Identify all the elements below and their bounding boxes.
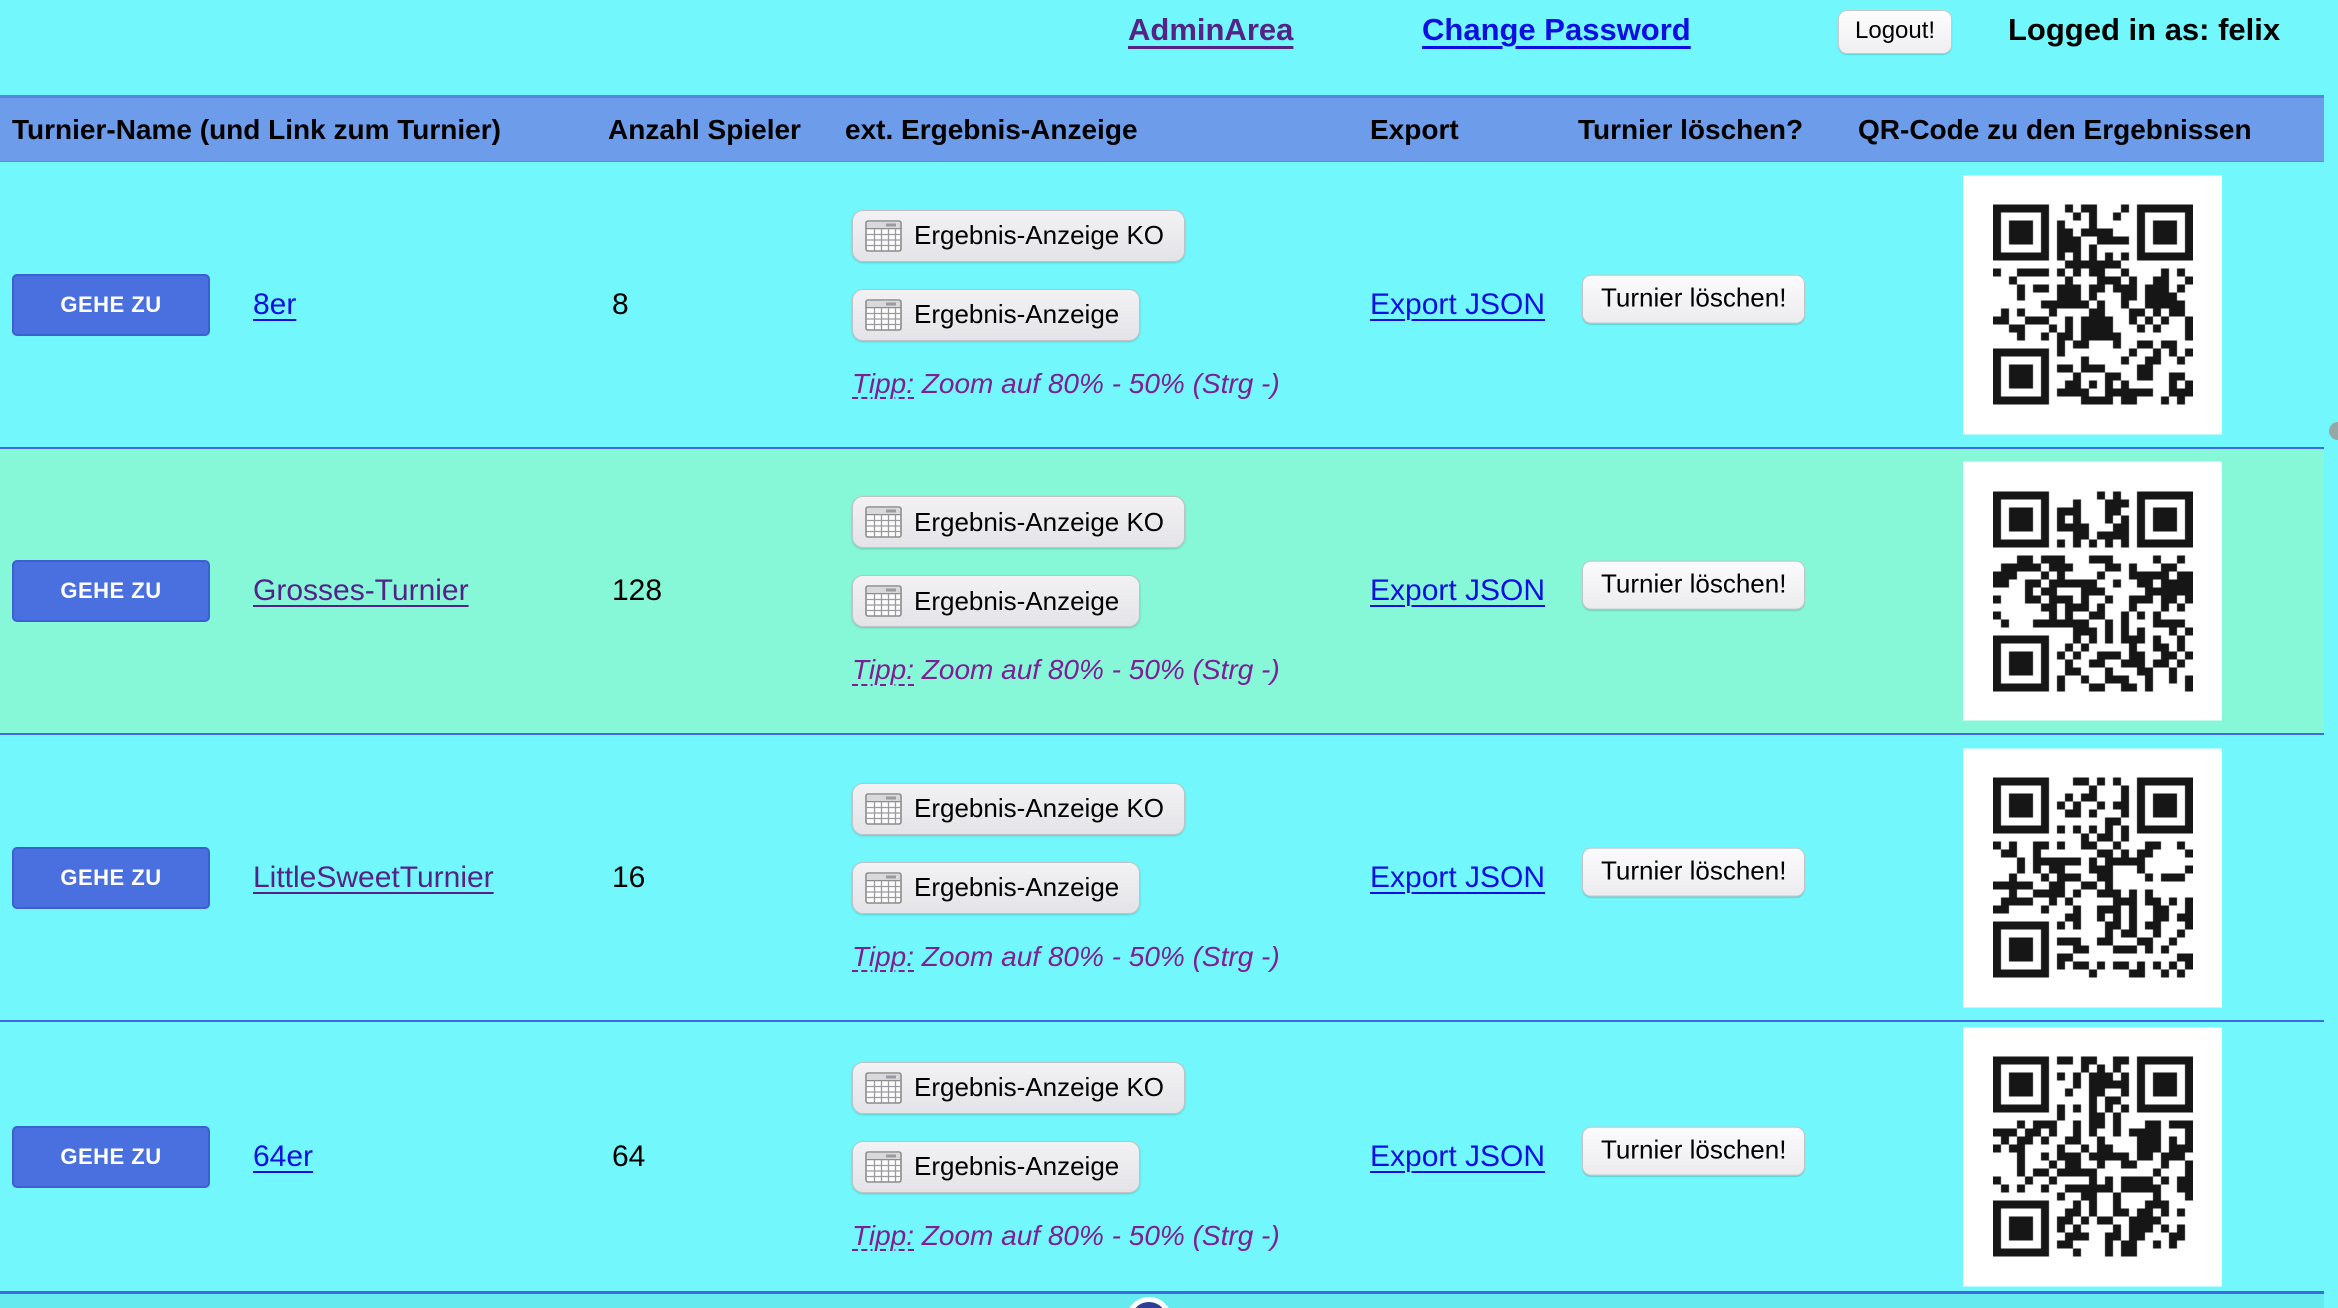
result-display-button[interactable] bbox=[852, 289, 1140, 341]
qr-code bbox=[1963, 462, 2222, 721]
tournament-row bbox=[0, 733, 2324, 1020]
result-display-cell bbox=[852, 449, 1412, 733]
topbar bbox=[0, 0, 2338, 95]
export-json-link[interactable]: Export JSON bbox=[1370, 1139, 1546, 1173]
tip-text: Zoom auf 80% - 50% (Strg -) bbox=[914, 940, 1280, 972]
header-delete-tournament: Turnier löschen? bbox=[1578, 113, 1804, 145]
result-display-ko-label: Ergebnis-Anzeige KO bbox=[914, 506, 1165, 537]
spreadsheet-icon bbox=[865, 1151, 902, 1183]
tip-prefix: Tipp: bbox=[852, 367, 915, 399]
qr-code-image bbox=[1993, 491, 2193, 691]
tournament-link[interactable]: 8er bbox=[253, 287, 297, 321]
goto-button[interactable]: GEHE ZU bbox=[12, 274, 210, 336]
result-display-ko-label: Ergebnis-Anzeige KO bbox=[914, 1072, 1165, 1102]
player-count: 16 bbox=[612, 860, 646, 894]
tournament-link[interactable]: Grosses-Turnier bbox=[253, 574, 469, 607]
result-display-label: Ergebnis-Anzeige bbox=[914, 872, 1120, 902]
export-json-link[interactable]: Export JSON bbox=[1370, 860, 1546, 894]
tournament-link[interactable]: LittleSweetTurnier bbox=[253, 860, 494, 894]
qr-code bbox=[1963, 748, 2222, 1007]
zoom-tip bbox=[852, 368, 1280, 400]
delete-tournament-button[interactable]: Turnier löschen! bbox=[1582, 274, 1805, 323]
result-display-ko-button[interactable] bbox=[852, 1062, 1185, 1114]
result-display-ko-label: Ergebnis-Anzeige KO bbox=[914, 793, 1165, 823]
delete-tournament-button[interactable]: Turnier löschen! bbox=[1582, 847, 1805, 896]
delete-tournament-button[interactable]: Turnier löschen! bbox=[1582, 1126, 1805, 1175]
result-display-label: Ergebnis-Anzeige bbox=[914, 1151, 1120, 1181]
spreadsheet-icon bbox=[865, 1072, 902, 1104]
result-display-cell bbox=[852, 1022, 1412, 1291]
tip-text: Zoom auf 80% - 50% (Strg -) bbox=[914, 367, 1280, 399]
header-export: Export bbox=[1370, 113, 1459, 145]
partial-round-element bbox=[1126, 1297, 1172, 1308]
qr-code-image bbox=[1993, 778, 2193, 978]
table-header-row bbox=[0, 95, 2324, 162]
result-display-cell bbox=[852, 735, 1412, 1020]
spreadsheet-icon bbox=[865, 872, 902, 904]
tip-text: Zoom auf 80% - 50% (Strg -) bbox=[914, 654, 1280, 685]
logout-button[interactable]: Logout! bbox=[1838, 10, 1952, 54]
tip-prefix: Tipp: bbox=[852, 940, 915, 972]
player-count: 128 bbox=[612, 574, 663, 607]
result-display-ko-button[interactable] bbox=[852, 496, 1185, 548]
goto-button[interactable]: GEHE ZU bbox=[12, 847, 210, 909]
tournament-row bbox=[0, 162, 2324, 447]
tournament-table bbox=[0, 95, 2324, 1308]
result-display-ko-button[interactable] bbox=[852, 783, 1185, 835]
tip-prefix: Tipp: bbox=[852, 1219, 915, 1251]
result-display-button[interactable] bbox=[852, 575, 1140, 627]
scrollbar-thumb[interactable] bbox=[2329, 422, 2338, 440]
header-tournament-name: Turnier-Name (und Link zum Turnier) bbox=[12, 113, 501, 145]
zoom-tip bbox=[852, 941, 1280, 973]
tournament-link[interactable]: 64er bbox=[253, 1139, 314, 1173]
result-display-ko-label: Ergebnis-Anzeige KO bbox=[914, 220, 1165, 250]
result-display-ko-button[interactable] bbox=[852, 210, 1185, 262]
delete-tournament-button[interactable]: Turnier löschen! bbox=[1582, 561, 1805, 610]
zoom-tip bbox=[852, 654, 1280, 686]
spreadsheet-icon bbox=[865, 299, 902, 331]
zoom-tip bbox=[852, 1220, 1280, 1252]
result-display-button[interactable] bbox=[852, 1141, 1140, 1193]
tip-prefix: Tipp: bbox=[852, 654, 915, 685]
tournament-row bbox=[0, 1020, 2324, 1291]
tournament-row bbox=[0, 447, 2324, 733]
qr-code bbox=[1963, 1027, 2222, 1286]
qr-code bbox=[1963, 175, 2222, 434]
header-ext-result-display: ext. Ergebnis-Anzeige bbox=[845, 113, 1138, 145]
spreadsheet-icon bbox=[865, 793, 902, 825]
export-json-link[interactable]: Export JSON bbox=[1370, 287, 1546, 321]
player-count: 64 bbox=[612, 1139, 646, 1173]
qr-code-image bbox=[1993, 205, 2193, 405]
header-player-count: Anzahl Spieler bbox=[608, 113, 801, 145]
export-json-link[interactable]: Export JSON bbox=[1370, 574, 1546, 607]
spreadsheet-icon bbox=[865, 585, 902, 617]
player-count: 8 bbox=[612, 287, 629, 321]
admin-area-link[interactable]: AdminArea bbox=[1128, 12, 1294, 47]
goto-button[interactable]: GEHE ZU bbox=[12, 560, 210, 622]
tip-text: Zoom auf 80% - 50% (Strg -) bbox=[914, 1219, 1280, 1251]
spreadsheet-icon bbox=[865, 506, 902, 538]
spreadsheet-icon bbox=[865, 220, 902, 252]
result-display-button[interactable] bbox=[852, 862, 1140, 914]
qr-code-image bbox=[1993, 1057, 2193, 1257]
result-display-label: Ergebnis-Anzeige bbox=[914, 299, 1120, 329]
header-qr-code: QR-Code zu den Ergebnissen bbox=[1858, 113, 2252, 145]
next-row-partial bbox=[0, 1294, 2324, 1308]
result-display-cell bbox=[852, 162, 1412, 447]
change-password-link[interactable]: Change Password bbox=[1422, 12, 1691, 47]
result-display-label: Ergebnis-Anzeige bbox=[914, 585, 1120, 616]
goto-button[interactable]: GEHE ZU bbox=[12, 1126, 210, 1188]
logged-in-status: Logged in as: felix bbox=[2008, 12, 2281, 47]
